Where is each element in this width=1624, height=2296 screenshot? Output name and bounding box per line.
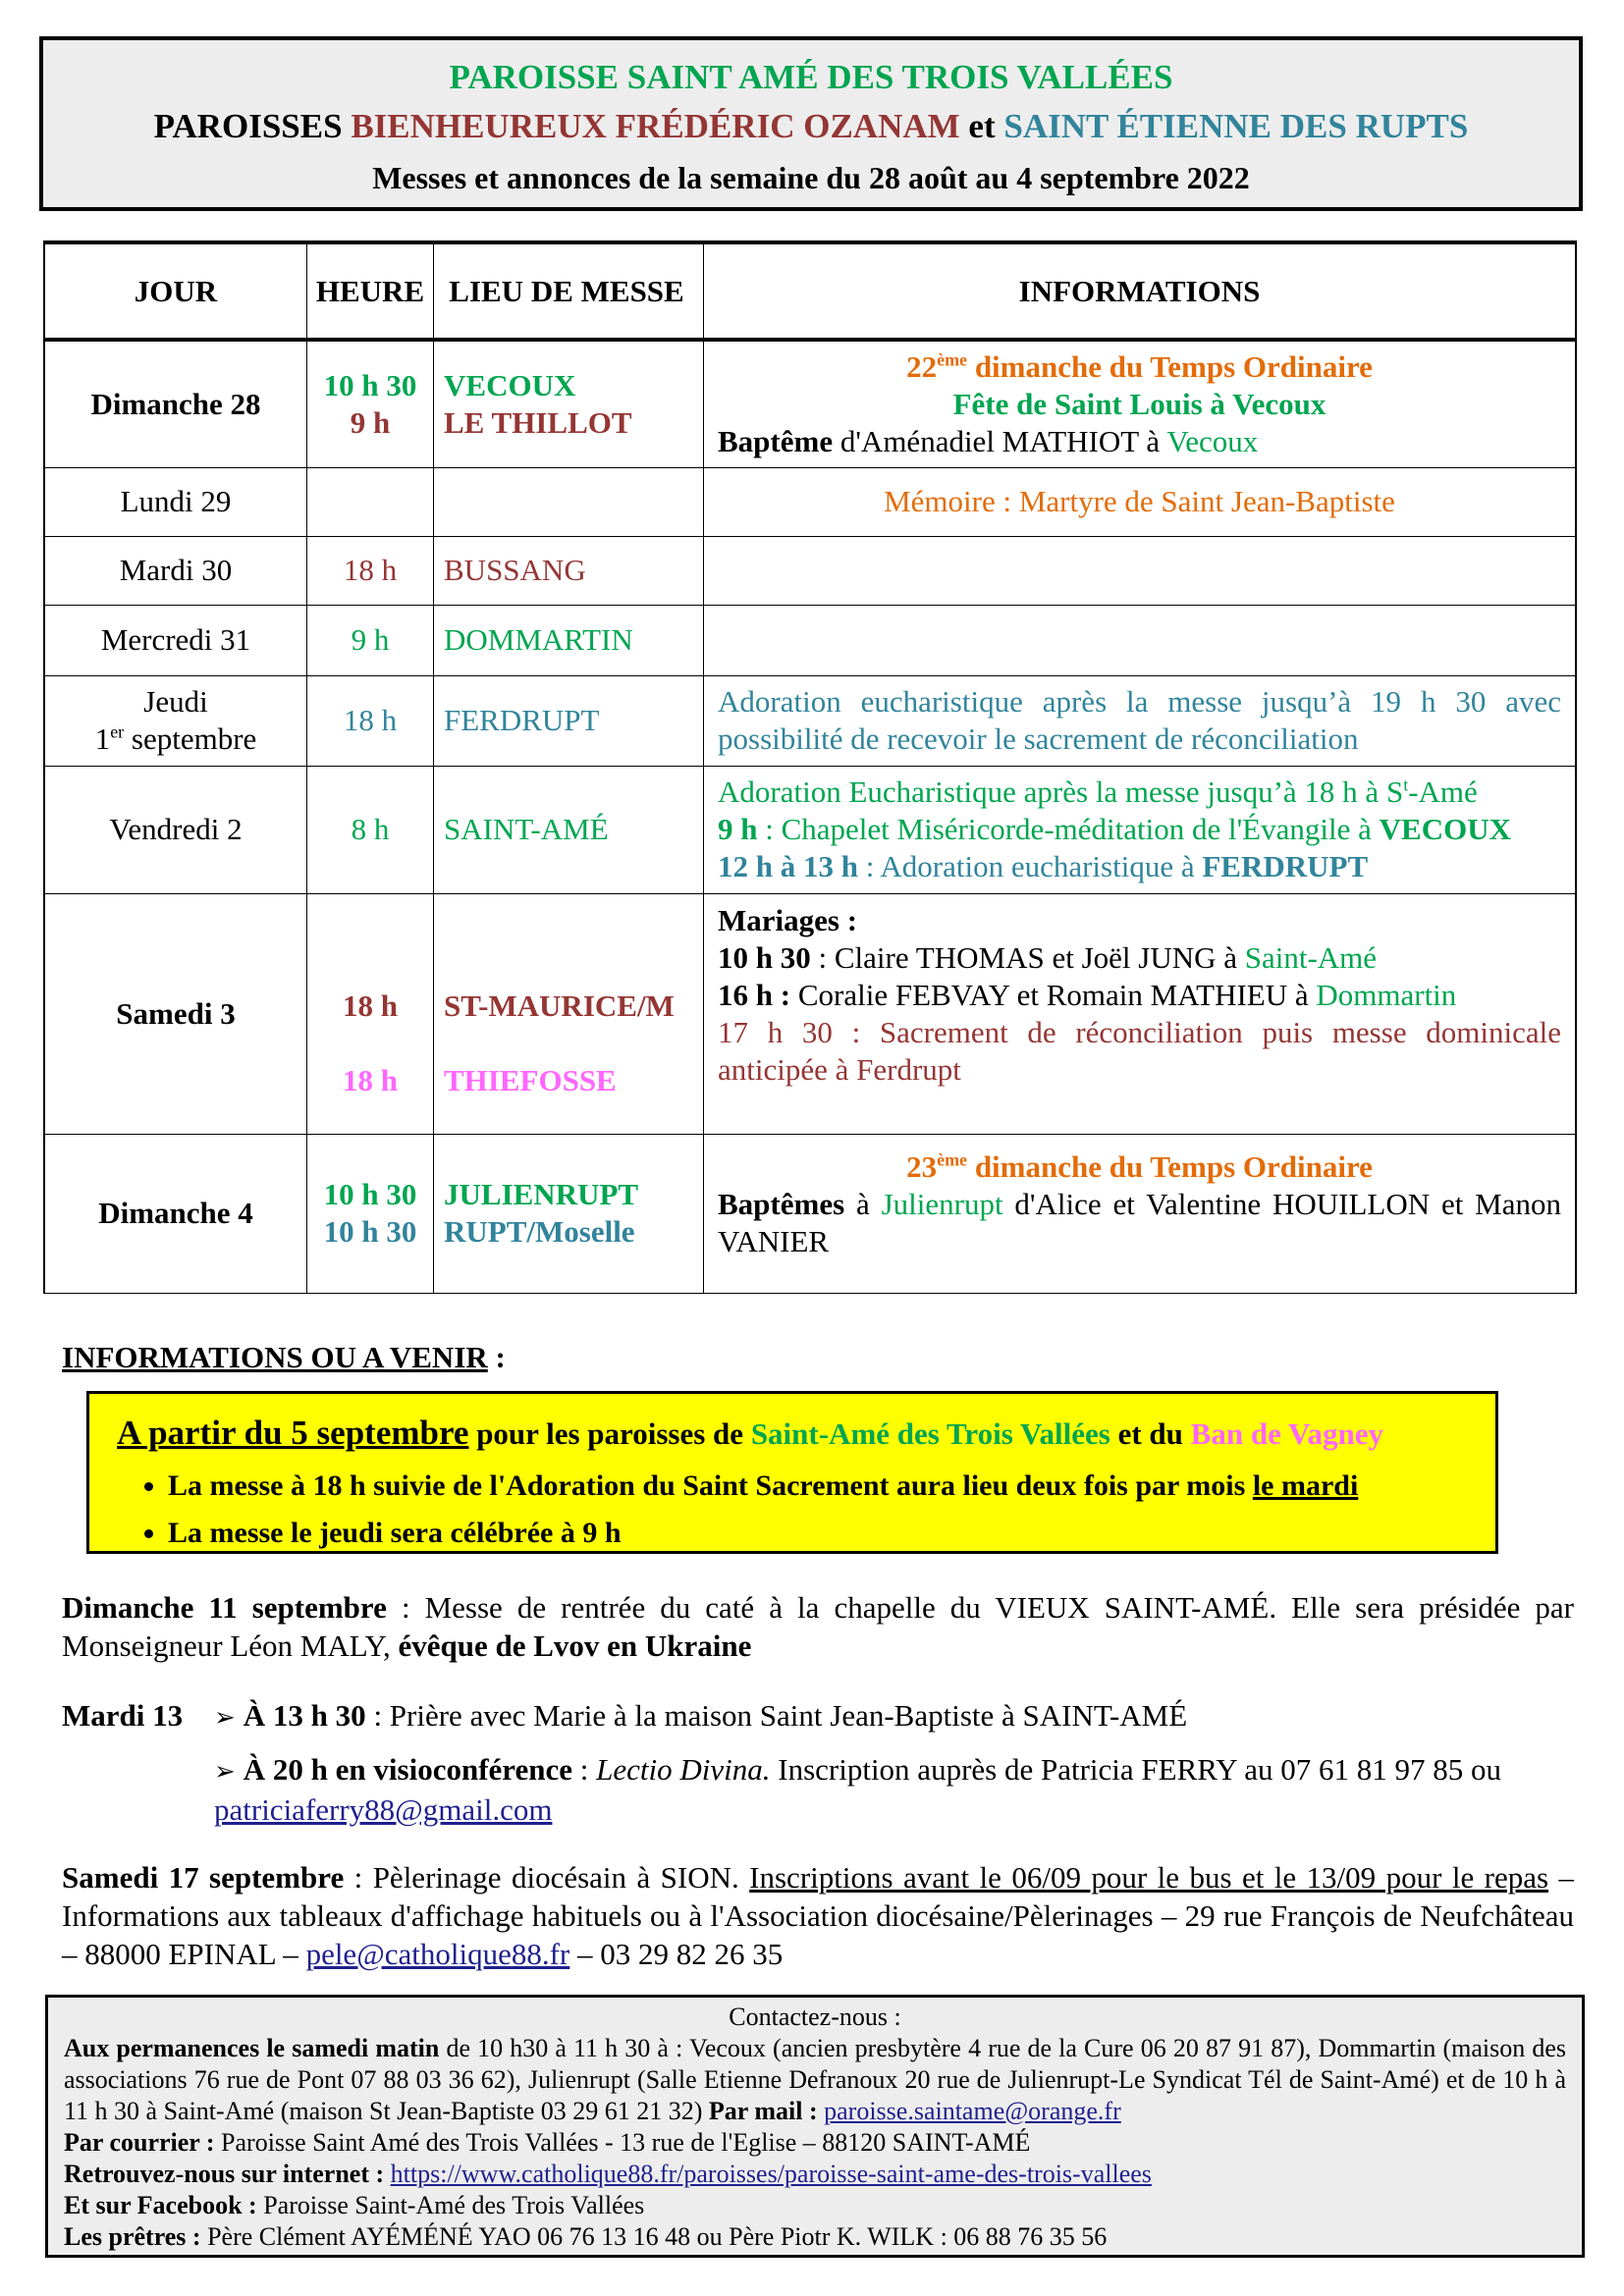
baptism-place: Vecoux [1166,423,1259,458]
baptemes-text [718,1186,1561,1260]
mariage-text: Coralie FEBVAY et Romain MATHIEU à [790,977,1317,1012]
header-lieu: LIEU DE MESSE [434,242,704,340]
heure-cell: 18 h [307,675,434,766]
title-rest: dimanche du Temps Ordinaire [967,348,1373,384]
jour-cell: Dimanche 28 [44,340,307,467]
lieu-value: RUPT/Moselle [444,1214,635,1249]
title-sup: ème [937,349,968,370]
chapelet-text: : Chapelet Miséricorde-méditation de l'Évangile à [757,812,1380,846]
baptism-text [718,423,1561,460]
heure-cell: 8 h [307,766,434,893]
arrow-bullet-icon: ➢ [214,1757,236,1786]
announcement-date: Samedi 17 septembre [62,1860,345,1895]
contact-pretres [64,2221,1566,2253]
chapelet-place: VECOUX [1379,812,1511,846]
item-text: Inscription auprès de Patricia FERRY au 07 61 81 97 85 ou [770,1752,1501,1787]
announcements-heading-suffix: : [487,1340,506,1374]
lieu-value: JULIENRUPT [444,1177,639,1211]
announcement-underlined: Inscriptions avant le 06/09 pour le bus et le 13/09 pour le repas [749,1860,1549,1895]
baptemes-detail: d'Alice et Valentine HOUILLON et Manon VANIER [718,1186,1561,1258]
mardi13-item [214,1696,1574,1736]
jour-cell: Lundi 29 [44,467,307,536]
title-number: 22 [906,348,938,384]
info-cell [704,893,1577,1134]
notice-date: A partir du 5 septembre [117,1414,469,1452]
permanences-text: de 10 h30 à 11 h 30 à : Vecoux (ancien presbytère 4 rue de la Cure 06 20 87 91 87), Dommartin (maison des associations 76 rue de Pont 07 88 03 36 62), Julienrupt (Salle Etienne Defranoux 20 rue de Julienrupt-Le Syndicat Tél de Saint-Amé) et de 10 h à 11 h 30 à Saint-Amé (maison St Jean-Baptiste 03 29 61 21 32) [64,2034,1567,2125]
adoration-ferdrupt-text: : Adoration eucharistique à [857,849,1203,883]
heure-cell: 9 h [307,605,434,675]
notice-bullet: • La messe le jeudi sera célébrée à 9 h [168,1510,1358,1557]
email-link[interactable]: pele@catholique88.fr [305,1937,570,1971]
notice-bullet-text: La messe à 18 h suivie de l'Adoration du Saint Sacrement aura lieu deux fois par mois [168,1469,1253,1502]
jour-cell: Samedi 3 [44,893,307,1134]
courrier-label: Par courrier : [64,2128,215,2157]
heure-value: 9 h [350,404,391,440]
info-cell: Adoration eucharistique après la messe jusqu’à 19 h 30 avec possibilité de recevoir le sacrement de réconciliation [704,675,1577,766]
baptemes-place: Julienrupt [881,1186,1003,1221]
contact-courrier [64,2127,1566,2159]
feast-text: Fête de Saint Louis à Vecoux [952,386,1326,421]
email-link[interactable]: patriciaferry88@gmail.com [214,1792,553,1827]
mariages-label: Mariages : [718,902,858,937]
lieu-value: THIEFOSSE [444,1062,617,1097]
contact-title: Contactez-nous : [729,2002,901,2031]
notice-headline [117,1414,1383,1453]
jour-line2 [59,721,293,758]
baptemes-label: Baptêmes [718,1186,845,1221]
heure-cell: 18 h [307,536,434,605]
lieu-value: LE THILLOT [444,404,632,440]
jour-cell: Dimanche 4 [44,1134,307,1293]
pretres-text: Père Clément AYÉMÉNÉ YAO 06 76 13 16 48 ou Père Piotr K. WILK : 06 88 76 35 56 [200,2222,1108,2251]
parishes-and: et [959,107,1004,145]
lieu-value: VECOUX [444,367,576,402]
permanences-label: Aux permanences le samedi matin [64,2034,440,2062]
announcements-heading-text: INFORMATIONS OU A VENIR [62,1340,488,1374]
mariage-time: 10 h 30 [718,939,811,975]
mardi13-row1 [62,1696,1574,1750]
chapelet-line [718,811,1561,848]
notice-parish1: Saint-Amé des Trois Vallées [750,1416,1110,1451]
item-italic: Lectio Divina. [596,1752,771,1787]
liturgical-title [718,348,1561,386]
lieu-cell [434,340,704,467]
contact-permanences [64,2033,1566,2127]
announcement-text: – Informations aux tableaux d'affichage habituels ou à l'Association diocésaine/Pèlerinages – 29 rue François de Neufchâteau – 88000 EPINAL – [62,1860,1574,1971]
header-jour: JOUR [44,242,307,340]
mail-link[interactable]: paroisse.saintame@orange.fr [824,2097,1121,2125]
website-link[interactable]: https://www.catholique88.fr/paroisses/paroisse-saint-ame-des-trois-vallees [390,2160,1152,2188]
title-rest: dimanche du Temps Ordinaire [967,1148,1373,1184]
announcement-bold: évêque de Lvov en Ukraine [398,1629,752,1663]
announcement-text: : Pèlerinage diocésain à SION. [344,1860,750,1895]
lieu-cell [434,467,704,536]
lieu-cell: FERDRUPT [434,675,704,766]
baptism-label: Baptême [718,423,834,458]
contact-box [45,1995,1585,2258]
header-heure: HEURE [307,242,434,340]
info-cell [704,1134,1577,1293]
facebook-text: Paroisse Saint-Amé des Trois Vallées [256,2191,645,2219]
lieu-cell: SAINT-AMÉ [434,766,704,893]
mardi13-row2 [62,1750,1574,1827]
table-row [44,605,1576,675]
info-cell [704,605,1577,675]
announcements-heading [62,1340,506,1375]
mass-schedule-table [43,240,1577,1294]
item-time: À 13 h 30 [243,1698,366,1733]
lieu-cell [434,893,704,1134]
adoration-sup: t [1403,774,1409,795]
internet-label: Retrouvez-nous sur internet : [64,2160,385,2188]
courrier-text: Paroisse Saint Amé des Trois Vallées - 13 rue de l'Eglise – 88120 SAINT-AMÉ [214,2128,1031,2157]
heure-cell [307,1134,434,1293]
mariage-place: Dommartin [1316,977,1457,1012]
notice-bullet [168,1463,1358,1510]
parishes-subtitle [43,99,1579,154]
mardi13-item [214,1750,1574,1829]
jour-cell [44,675,307,766]
jour-rest: septembre [124,721,257,756]
notice-parish2: Ban de Vagney [1190,1416,1384,1451]
info-cell [704,340,1577,467]
info-cell [704,766,1577,893]
title-number: 23 [906,1148,938,1184]
item-text: : Prière avec Marie à la maison Saint Jean-Baptiste à SAINT-AMÉ [365,1698,1188,1733]
mariage-place: Saint-Amé [1244,939,1378,975]
jour-cell: Vendredi 2 [44,766,307,893]
heure-value: 10 h 30 [323,367,417,402]
table-row [44,1134,1576,1293]
lieu-cell [434,1134,704,1293]
notice-lead-text: pour les paroisses de [468,1416,751,1451]
baptemes-a: à [844,1186,882,1221]
table-row [44,340,1576,467]
notice-list [129,1463,1358,1557]
chapelet-time: 9 h [718,812,758,846]
adoration-text: Adoration Eucharistique après la messe jusqu’à 18 h à S [718,774,1404,809]
header-box [39,36,1583,211]
header-informations: INFORMATIONS [704,242,1577,340]
adoration-ferdrupt-place: FERDRUPT [1202,849,1369,883]
contact-internet [64,2159,1566,2190]
heure-value: 18 h [343,1062,398,1097]
adoration-ferdrupt-time: 12 h à 13 h [718,849,858,883]
lieu-cell: DOMMARTIN [434,605,704,675]
item-time: À 20 h en visioconférence [243,1752,573,1787]
lieu-value: ST-MAURICE/M [444,988,675,1023]
info-cell [704,536,1577,605]
notice-bullet-underlined: le mardi [1252,1469,1359,1502]
announcement-dimanche-11 [62,1588,1574,1665]
announcement-text: : Messe de rentrée du caté à la chapelle du VIEUX SAINT-AMÉ. Elle sera présidée par Monseigneur Léon MALY, [62,1590,1574,1663]
announcement-samedi-17 [62,1858,1574,1973]
table-row [44,467,1576,536]
mail-label: Par mail : [708,2097,818,2125]
table-row [44,893,1576,1134]
adoration-text-end: -Amé [1408,774,1478,809]
heure-value: 10 h 30 [323,1177,417,1211]
pretres-label: Les prêtres : [64,2222,201,2251]
notice-and: et du [1110,1416,1191,1451]
heure-cell [307,467,434,536]
table-row [44,766,1576,893]
heure-value: 10 h 30 [323,1214,417,1249]
liturgical-title [718,1148,1561,1186]
contact-facebook [64,2190,1566,2221]
facebook-label: Et sur Facebook : [64,2191,257,2219]
table-row [44,675,1576,766]
heure-value: 18 h [343,988,398,1023]
lieu-cell: BUSSANG [434,536,704,605]
reconciliation-text: 17 h 30 : Sacrement de réconciliation puis messe dominicale anticipée à Ferdrupt [718,1014,1561,1087]
parish-ozanam: BIENHEUREUX FRÉDÉRIC OZANAM [351,107,960,145]
item-sep: : [572,1752,597,1787]
arrow-bullet-icon: ➢ [214,1703,236,1732]
heure-cell [307,893,434,1134]
table-header-row [44,242,1576,340]
parishes-prefix: PAROISSES [153,107,352,145]
announcement-mardi-13 [62,1696,1574,1827]
mariage-line [718,939,1561,977]
week-title: Messes et annonces de la semaine du 28 août au 4 septembre 2022 [372,160,1250,195]
jour-cell: Mardi 30 [44,536,307,605]
heure-cell [307,340,434,467]
jour-num: 1 [94,721,111,756]
mariage-text: : Claire THOMAS et Joël JUNG à [810,939,1245,975]
jour-line1: Jeudi [143,684,208,719]
adoration-line [718,774,1561,811]
info-cell: Mémoire : Martyre de Saint Jean-Baptiste [704,467,1577,536]
parish-title: PAROISSE SAINT AMÉ DES TROIS VALLÉES [449,58,1173,96]
announcement-date: Dimanche 11 septembre [62,1590,387,1625]
baptism-detail: d'Aménadiel MATHIOT à [833,423,1167,458]
title-sup: ème [937,1149,968,1170]
adoration-ferdrupt-line [718,848,1561,885]
parish-saint-etienne: SAINT ÉTIENNE DES RUPTS [1003,107,1469,145]
announcement-date: Mardi 13 [62,1698,184,1733]
jour-sup: er [110,721,125,742]
mariage-time: 16 h : [718,977,791,1012]
mariage-line [718,977,1561,1014]
jour-cell: Mercredi 31 [44,605,307,675]
announcement-phone: – 03 29 82 26 35 [569,1937,784,1971]
schedule-change-notice [86,1391,1498,1554]
table-row [44,536,1576,605]
